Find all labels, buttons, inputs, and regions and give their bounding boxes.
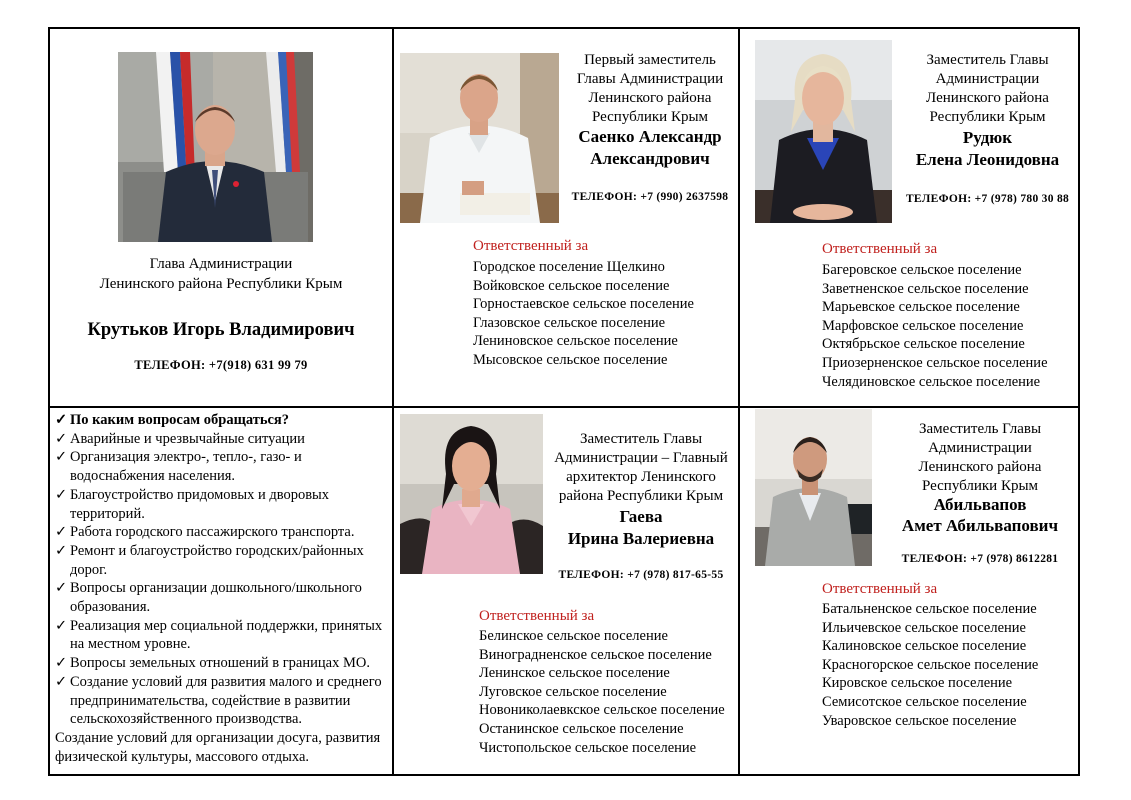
- deputy4-photo: [755, 409, 872, 566]
- list-item: Кировское сельское поселение: [822, 675, 1013, 692]
- deputy2-responsible-title: Ответственный за: [822, 241, 938, 257]
- checkmark-icon: ✓: [55, 617, 68, 634]
- list-item: ✓ Создание условий для развития малого и среднего предпринимательства, содействие в развитии сельскохозяйственного производства.: [55, 673, 382, 728]
- deputy1-responsible-title: Ответственный за: [473, 238, 589, 254]
- deputy1-position-2: Главы Администрации: [576, 71, 724, 87]
- head-phone: ТЕЛЕФОН: +7(918) 631 99 79: [134, 358, 308, 372]
- list-item: ✓ Вопросы организации дошкольного/школьного образования.: [55, 580, 362, 616]
- list-item: Октябрьское сельское поселение: [822, 336, 1025, 353]
- deputy3-name-line1: Гаева: [619, 507, 663, 526]
- deputy2-phone: ТЕЛЕФОН: +7 (978) 780 30 88: [905, 193, 1070, 205]
- list-item: Виноградненское сельское поселение: [479, 646, 712, 663]
- list-item: ✓ Работа городского пассажирского транспорта.: [55, 524, 355, 541]
- list-item: Чистопольское сельское поселение: [479, 739, 697, 756]
- list-item: Уваровское сельское поселение: [822, 712, 1017, 729]
- head-position-line1: Глава Администрации: [149, 256, 293, 272]
- deputy4-responsible-title: Ответственный за: [822, 581, 938, 597]
- deputy2-position-2: Администрации: [935, 71, 1040, 87]
- list-item: Глазовское сельское поселение: [473, 314, 666, 331]
- list-item: ✓ Благоустройство придомовых и дворовых территорий.: [55, 486, 330, 522]
- list-item: Заветненское сельское поселение: [822, 280, 1029, 297]
- head-name: Крутьков Игорь Владимирович: [87, 320, 355, 340]
- deputy4-phone: ТЕЛЕФОН: +7 (978) 8612281: [901, 553, 1059, 565]
- deputy4-name-line2: Амет Абильвапович: [901, 516, 1059, 535]
- list-item: Горностаевское сельское поселение: [473, 296, 694, 313]
- list-item: Новониколаевкское сельское поселение: [479, 702, 725, 719]
- head-photo: [118, 52, 313, 242]
- deputy3-position-1: Заместитель Главы: [579, 431, 703, 447]
- deputy3-position-2: Администрации – Главный: [554, 450, 728, 466]
- list-item: Лениновское сельское поселение: [473, 333, 678, 350]
- deputy1-phone: ТЕЛЕФОН: +7 (990) 2637598: [571, 191, 729, 203]
- list-item: Ленинское сельское поселение: [479, 665, 670, 682]
- deputy1-position-1: Первый заместитель: [584, 52, 716, 68]
- deputy3-position-4: района Республики Крым: [558, 488, 724, 504]
- deputy1-position-4: Республики Крым: [591, 109, 709, 125]
- checkmark-icon: ✓: [55, 673, 68, 690]
- list-item: Багеровское сельское поселение: [822, 262, 1022, 278]
- deputy3-name-line2: Ирина Валериевна: [567, 529, 715, 548]
- checkmark-icon: ✓: [55, 580, 68, 597]
- deputy3-position-3: архитектор Ленинского: [566, 469, 716, 485]
- deputy1-settlement-list: [473, 258, 694, 370]
- list-item: Приозерненское сельское поселение: [822, 354, 1048, 371]
- deputy2-position-4: Республики Крым: [929, 109, 1046, 125]
- deputy2-position-1: Заместитель Главы: [926, 52, 1049, 68]
- list-item: ✓ Вопросы земельных отношений в границах МО.: [55, 655, 370, 672]
- list-item: Марьевское сельское поселение: [822, 299, 1020, 316]
- head-card: [50, 29, 392, 406]
- list-item: Красногорское сельское поселение: [822, 656, 1039, 673]
- list-item: ✓ Реализация мер социальной поддержки, принятых на местном уровне.: [55, 617, 383, 653]
- deputy1-name-line1: Саенко Александр: [578, 127, 722, 146]
- list-item: Ильичевское сельское поселение: [822, 619, 1026, 636]
- deputy3-settlement-list: [479, 627, 725, 757]
- list-item: Челядиновское сельское поселение: [822, 373, 1041, 390]
- checkmark-icon: ✓: [55, 412, 68, 428]
- deputy4-settlement-list: [822, 600, 1038, 730]
- deputy1-photo: [400, 53, 559, 223]
- questions-card: [50, 408, 392, 776]
- deputy3-responsible-title: Ответственный за: [479, 608, 595, 624]
- checkmark-icon: ✓: [55, 449, 68, 466]
- deputy1-card: [394, 29, 738, 406]
- deputy2-position-3: Ленинского района: [926, 90, 1049, 106]
- checkmark-icon: ✓: [55, 486, 68, 503]
- deputy2-name-line2: Елена Леонидовна: [915, 150, 1060, 169]
- deputy2-photo: [755, 40, 892, 223]
- deputy4-position-1: Заместитель Главы: [918, 421, 1042, 437]
- list-item: Семисотское сельское поселение: [822, 693, 1027, 710]
- list-item: ✓ Аварийные и чрезвычайные ситуации: [55, 430, 305, 447]
- list-item: Луговское сельское поселение: [479, 683, 667, 700]
- list-item: Батальненское сельское поселение: [822, 601, 1037, 617]
- deputy4-position-2: Администрации: [928, 440, 1032, 456]
- deputy3-photo: [400, 414, 543, 574]
- list-item: Марфовское сельское поселение: [822, 317, 1024, 334]
- list-item: Калиновское сельское поселение: [822, 638, 1027, 655]
- checkmark-icon: ✓: [55, 430, 68, 447]
- list-item: Белинское сельское поселение: [479, 628, 668, 644]
- list-item: Останинское сельское поселение: [479, 720, 684, 737]
- deputy3-card: [394, 408, 738, 776]
- questions-title: ✓ По каким вопросам обращаться?: [55, 412, 290, 428]
- deputy1-name-line2: Александрович: [590, 149, 710, 168]
- deputy4-card: [740, 408, 1080, 776]
- list-item: Городское поселение Щелкино: [473, 259, 665, 275]
- deputy4-position-3: Ленинского района: [918, 459, 1042, 475]
- deputy4-name-line1: Абильвапов: [933, 495, 1027, 514]
- list-item: Мысовское сельское поселение: [473, 351, 668, 368]
- deputy2-card: [740, 29, 1080, 406]
- deputy2-name-line1: Рудюк: [962, 128, 1013, 147]
- deputy4-position-4: Республики Крым: [921, 478, 1039, 494]
- checkmark-icon: ✓: [55, 655, 68, 672]
- list-item: Войковское сельское поселение: [473, 277, 670, 294]
- deputy2-settlement-list: [822, 261, 1048, 391]
- contacts-grid: [48, 27, 1080, 776]
- questions-checklist: [55, 411, 392, 766]
- questions-footer: Создание условий для организации досуга, развития физической культуры, массового отдыха.: [55, 729, 381, 765]
- list-item: ✓ Ремонт и благоустройство городских/районных дорог.: [55, 542, 364, 578]
- checkmark-icon: ✓: [55, 542, 68, 559]
- deputy3-phone: ТЕЛЕФОН: +7 (978) 817-65-55: [558, 569, 724, 581]
- checkmark-icon: ✓: [55, 524, 68, 541]
- deputy1-position-3: Ленинского района: [588, 90, 712, 106]
- list-item: ✓ Организация электро-, тепло-, газо- и водоснабжения населения.: [55, 449, 302, 485]
- head-position-line2: Ленинского района Республики Крым: [99, 276, 343, 292]
